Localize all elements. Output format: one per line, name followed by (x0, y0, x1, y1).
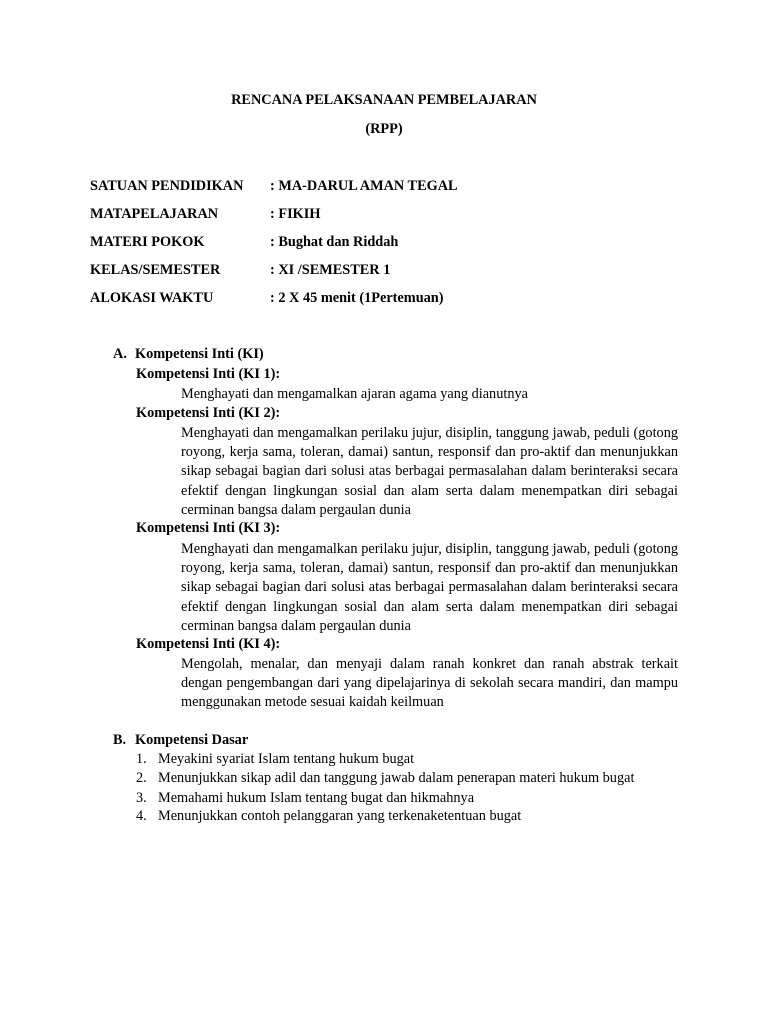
list-number: 3. (136, 790, 147, 806)
list-text: Menunjukkan sikap adil dan tanggung jawab dalam penerapan materi hukum bugat (158, 770, 635, 786)
list-text: Menunjukkan contoh pelanggaran yang terkenaketentuan bugat (158, 808, 522, 824)
list-item (136, 751, 414, 768)
ki4-heading: Kompetensi Inti (KI 4): (136, 636, 281, 652)
list-item (136, 808, 521, 825)
section-letter: A. (113, 346, 127, 362)
ki1-heading: Kompetensi Inti (KI 1): (136, 366, 281, 382)
ki2-text: Menghayati dan mengamalkan perilaku jujur, disiplin, tanggung jawab, peduli (gotong royong, kerja sama, toleran, damai) santun, responsif dan pro-aktif dan menunjukkan sikap sebagai bagian dari solusi atas berbagai permasalahan dalam berinteraksi secara efektif dengan lingkungan sosial dan alam serta dalam menempatkan diri sebagai cerminan bangsa dalam pergaulan dunia (181, 425, 678, 518)
document-title: RENCANA PELAKSANAAN PEMBELAJARAN (231, 92, 537, 108)
section-title: Kompetensi Dasar (135, 732, 249, 748)
identity-row (90, 262, 690, 282)
identity-label: MATERI POKOK (90, 234, 205, 250)
identity-row (90, 206, 690, 226)
ki3-heading: Kompetensi Inti (KI 3): (136, 520, 281, 536)
document-subtitle: (RPP) (365, 121, 403, 137)
list-item (136, 770, 634, 787)
section-letter: B. (113, 732, 127, 748)
section-b-heading (113, 732, 248, 749)
identity-label: SATUAN PENDIDIKAN (90, 178, 244, 194)
ki1-text: Menghayati dan mengamalkan ajaran agama yang dianutnya (181, 386, 528, 402)
list-text: Memahami hukum Islam tentang bugat dan hikmahnya (158, 790, 475, 806)
identity-row (90, 178, 690, 198)
identity-label: MATAPELAJARAN (90, 206, 219, 222)
list-text: Meyakini syariat Islam tentang hukum bugat (158, 751, 415, 767)
identity-row (90, 234, 690, 254)
list-number: 4. (136, 808, 147, 824)
identity-value: : FIKIH (270, 206, 321, 222)
identity-value: : MA-DARUL AMAN TEGAL (270, 178, 458, 194)
ki4-text: Mengolah, menalar, dan menyaji dalam ranah konkret dan ranah abstrak terkait dengan pengembangan dari yang dipelajarinya di sekolah secara mandiri, dan mampu menggunakan metode sesuai kaidah keilmuan (181, 656, 678, 711)
identity-value: : XI /SEMESTER 1 (270, 262, 391, 278)
identity-value: : 2 X 45 menit (1Pertemuan) (270, 290, 444, 306)
list-number: 1. (136, 751, 147, 767)
identity-value: : Bughat dan Riddah (270, 234, 399, 250)
section-a-heading (113, 346, 264, 363)
list-number: 2. (136, 770, 147, 786)
identity-row (90, 290, 690, 310)
ki3-text: Menghayati dan mengamalkan perilaku jujur, disiplin, tanggung jawab, peduli (gotong royong, kerja sama, toleran, damai) santun, responsif dan pro-aktif dan menunjukkan sikap sebagai bagian dari solusi atas berbagai permasalahan dalam berinteraksi secara efektif dengan lingkungan sosial dan alam serta dalam menempatkan diri sebagai cerminan bangsa dalam pergaulan dunia (181, 541, 678, 634)
identity-label: KELAS/SEMESTER (90, 262, 221, 278)
ki2-heading: Kompetensi Inti (KI 2): (136, 405, 281, 421)
identity-label: ALOKASI WAKTU (90, 290, 214, 306)
section-title: Kompetensi Inti (KI) (135, 346, 264, 362)
list-item (136, 790, 474, 807)
